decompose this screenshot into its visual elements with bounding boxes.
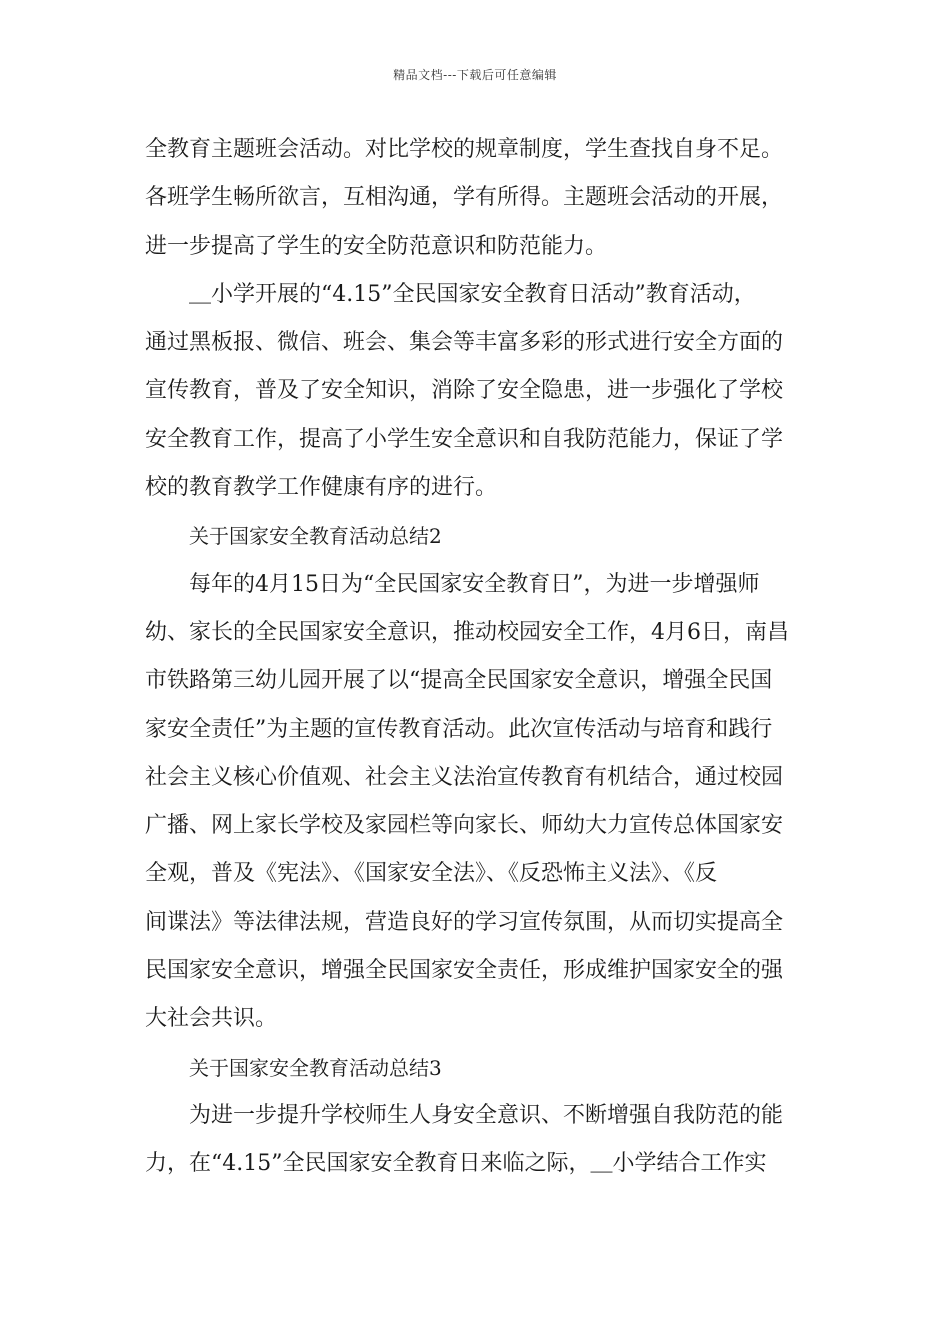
paragraph-continuation — [145, 126, 810, 271]
text-line: 全教育主题班会活动。对比学校的规章制度，学生查找自身不足。 — [145, 137, 784, 162]
paragraph — [145, 271, 810, 512]
text-line: 广播、网上家长学校及家园栏等向家长、师幼大力宣传总体国家安 — [145, 813, 784, 839]
section-heading: 关于国家安全教育活动总结2 — [189, 524, 442, 549]
text-line: 各班学生畅所欲言，互相沟通，学有所得。主题班会活动的开展， — [145, 185, 784, 211]
text-line: 家安全责任”为主题的宣传教育活动。此次宣传活动与培育和践行 — [145, 716, 773, 742]
document-body — [145, 126, 810, 1189]
text-line: 幼、家长的全民国家安全意识，推动校园安全工作，4月6日，南昌 — [145, 619, 789, 645]
text-line: 宣传教育，普及了安全知识，消除了安全隐患，进一步强化了学校 — [145, 378, 784, 404]
paragraph — [145, 1092, 810, 1189]
text-line: ＿小学开展的“4.15”全民国家安全教育日活动”教育活动， — [189, 281, 756, 307]
text-line: 为进一步提升学校师生人身安全意识、不断增强自我防范的能 — [189, 1102, 784, 1128]
text-line: 进一步提高了学生的安全防范意识和防范能力。 — [145, 233, 608, 259]
text-line: 社会主义核心价值观、社会主义法治宣传教育有机结合，通过校园 — [145, 764, 784, 790]
page-header: 精品文档---下载后可任意编辑 — [393, 68, 557, 82]
text-line: 市铁路第三幼儿园开展了以“提高全民国家安全意识，增强全民国 — [145, 668, 773, 694]
paragraph — [145, 561, 810, 1044]
section-heading: 关于国家安全教育活动总结3 — [189, 1055, 442, 1080]
text-line: 全观，普及《宪法》、《国家安全法》、《反恐怖主义法》、《反 — [145, 861, 718, 887]
text-line: 安全教育工作，提高了小学生安全意识和自我防范能力，保证了学 — [145, 426, 784, 452]
text-line: 校的教育教学工作健康有序的进行。 — [145, 475, 498, 501]
text-line: 每年的4月15日为“全民国家安全教育日”，为进一步增强师 — [189, 571, 760, 597]
text-line: 力，在“4.15”全民国家安全教育日来临之际，＿小学结合工作实 — [145, 1151, 767, 1177]
text-line: 间谍法》等法律法规，营造良好的学习宣传氛围，从而切实提高全 — [145, 909, 784, 935]
text-line: 民国家安全意识，增强全民国家安全责任，形成维护国家安全的强 — [145, 958, 784, 984]
text-line: 通过黑板报、微信、班会、集会等丰富多彩的形式进行安全方面的 — [145, 330, 784, 356]
text-line: 大社会共识。 — [145, 1006, 278, 1032]
